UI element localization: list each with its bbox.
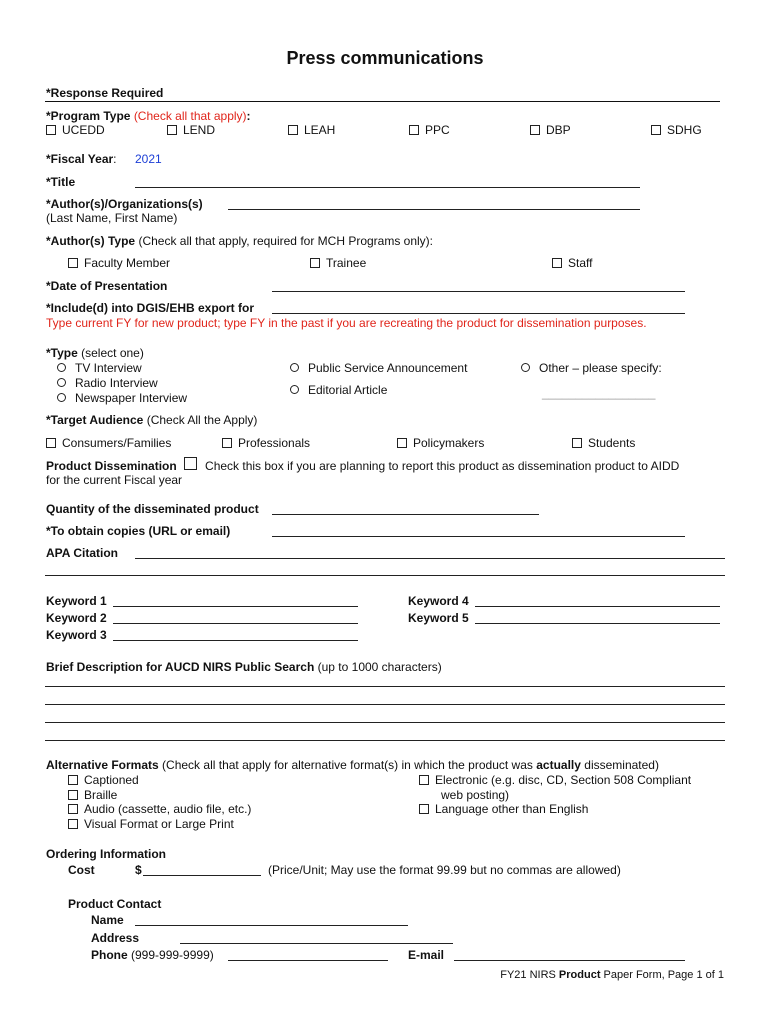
alt-formats-heading: Alternative Formats (Check all that apply for alternative format(s) in which the product was actually disseminated) <box>46 758 659 772</box>
checkbox-icon[interactable] <box>46 438 56 448</box>
brief-description-line-1[interactable] <box>45 686 725 687</box>
apa-citation-field-line-2[interactable] <box>45 575 725 576</box>
author-type-trainee[interactable]: Trainee <box>310 256 366 270</box>
checkbox-icon[interactable] <box>167 125 177 135</box>
obtain-copies-field[interactable] <box>272 536 685 537</box>
program-type-label: *Program Type <box>46 109 131 123</box>
contact-phone-label: Phone <box>91 948 128 962</box>
author-type-heading: *Author(s) Type (Check all that apply, required for MCH Programs only): <box>46 234 434 248</box>
authors-field[interactable] <box>228 209 640 210</box>
type-other-specify-field[interactable]: _________________ <box>542 386 656 400</box>
keyword-4-label: Keyword 4 <box>408 594 469 608</box>
checkbox-icon[interactable] <box>68 775 78 785</box>
brief-description-line-2[interactable] <box>45 704 725 705</box>
program-type-heading: *Program Type (Check all that apply): <box>46 109 251 123</box>
checkbox-icon[interactable] <box>68 819 78 829</box>
checkbox-icon[interactable] <box>530 125 540 135</box>
program-option-leah[interactable]: LEAH <box>288 123 335 137</box>
include-export-field[interactable] <box>272 313 685 314</box>
product-dissemination-text: Check this box if you are planning to report this product as dissemination product to AIDD <box>205 459 680 473</box>
keyword-3-label: Keyword 3 <box>46 628 107 642</box>
checkbox-icon[interactable] <box>397 438 407 448</box>
checkbox-icon[interactable] <box>651 125 661 135</box>
program-type-hint: (Check all that apply) <box>133 109 247 123</box>
type-option-psa[interactable]: Public Service Announcement <box>290 361 467 375</box>
program-option-ppc[interactable]: PPC <box>409 123 450 137</box>
authors-label: *Author(s)/Organizations(s) <box>46 197 203 211</box>
checkbox-icon[interactable] <box>68 804 78 814</box>
keyword-5-field[interactable] <box>475 623 720 624</box>
brief-description-line-3[interactable] <box>45 722 725 723</box>
product-dissemination-label: Product Dissemination <box>46 459 177 473</box>
contact-phone-field[interactable] <box>228 960 388 961</box>
alt-format-language[interactable]: Language other than English <box>419 802 588 816</box>
quantity-field[interactable] <box>272 514 539 515</box>
program-option-ucedd[interactable]: UCEDD <box>46 123 105 137</box>
apa-citation-field-line-1[interactable] <box>135 558 725 559</box>
checkbox-icon[interactable] <box>552 258 562 268</box>
brief-description-heading: Brief Description for AUCD NIRS Public Search (up to 1000 characters) <box>46 660 442 674</box>
quantity-label: Quantity of the disseminated product <box>46 502 259 516</box>
keyword-2-field[interactable] <box>113 623 358 624</box>
contact-phone-label-group <box>91 948 214 962</box>
target-audience-heading: *Target Audience (Check All the Apply) <box>46 413 258 427</box>
product-dissemination-text2: for the current Fiscal year <box>46 473 183 487</box>
program-option-sdhg[interactable]: SDHG <box>651 123 702 137</box>
contact-email-label: E-mail <box>408 948 445 962</box>
alt-format-captioned[interactable]: Captioned <box>68 773 139 787</box>
keyword-1-field[interactable] <box>113 606 358 607</box>
type-option-newspaper[interactable]: Newspaper Interview <box>57 391 187 405</box>
alt-format-electronic-cont: web posting) <box>441 788 510 802</box>
date-presentation-label: *Date of Presentation <box>46 279 168 293</box>
cost-label: Cost <box>68 863 95 877</box>
product-dissemination-row <box>46 457 679 473</box>
title-label: *Title <box>46 175 76 189</box>
product-contact-label: Product Contact <box>68 897 162 911</box>
header-rule <box>45 101 720 102</box>
page-title: Press communications <box>286 48 484 68</box>
author-type-faculty[interactable]: Faculty Member <box>68 256 170 270</box>
ordering-info-label: Ordering Information <box>46 847 166 861</box>
contact-name-label: Name <box>91 913 124 927</box>
radio-icon[interactable] <box>57 393 66 402</box>
author-type-staff[interactable]: Staff <box>552 256 592 270</box>
include-export-label: *Include(d) into DGIS/EHB export for <box>46 301 255 315</box>
checkbox-icon[interactable] <box>222 438 232 448</box>
brief-description-line-4[interactable] <box>45 740 725 741</box>
page-footer: FY21 NIRS Product Paper Form, Page 1 of 1 <box>500 969 724 981</box>
contact-email-field[interactable] <box>454 960 685 961</box>
cost-currency: $ <box>135 863 142 877</box>
checkbox-icon[interactable] <box>68 790 78 800</box>
authors-sub-label: (Last Name, First Name) <box>46 211 178 225</box>
alt-format-electronic[interactable]: Electronic (e.g. disc, CD, Section 508 Compliant <box>419 773 691 787</box>
radio-icon[interactable] <box>57 363 66 372</box>
alt-format-audio[interactable]: Audio (cassette, audio file, etc.) <box>68 802 251 816</box>
audience-consumers[interactable]: Consumers/Families <box>46 436 171 450</box>
type-option-editorial[interactable]: Editorial Article <box>290 383 387 397</box>
checkbox-icon[interactable] <box>68 258 78 268</box>
keyword-5-label: Keyword 5 <box>408 611 469 625</box>
obtain-copies-label: *To obtain copies (URL or email) <box>46 524 231 538</box>
audience-professionals[interactable]: Professionals <box>222 436 310 450</box>
radio-icon[interactable] <box>290 385 299 394</box>
type-option-radio[interactable]: Radio Interview <box>57 376 158 390</box>
contact-address-label: Address <box>91 931 140 945</box>
checkbox-icon[interactable] <box>288 125 298 135</box>
keyword-1-label: Keyword 1 <box>46 594 107 608</box>
contact-phone-hint: (999-999-9999) <box>131 948 214 962</box>
radio-icon[interactable] <box>57 378 66 387</box>
alt-format-braille[interactable]: Braille <box>68 788 117 802</box>
keyword-2-label: Keyword 2 <box>46 611 107 625</box>
audience-policymakers[interactable]: Policymakers <box>397 436 484 450</box>
alt-format-visual[interactable]: Visual Format or Large Print <box>68 817 234 831</box>
type-option-tv[interactable]: TV Interview <box>57 361 142 375</box>
date-presentation-field[interactable] <box>272 291 685 292</box>
product-dissemination-checkbox[interactable] <box>184 457 197 470</box>
checkbox-icon[interactable] <box>572 438 582 448</box>
keyword-3-field[interactable] <box>113 640 358 641</box>
checkbox-icon[interactable] <box>46 125 56 135</box>
cost-field[interactable] <box>143 875 261 876</box>
audience-students[interactable]: Students <box>572 436 635 450</box>
checkbox-icon[interactable] <box>409 125 419 135</box>
title-field[interactable] <box>135 187 640 188</box>
response-required-label: *Response Required <box>46 86 164 100</box>
contact-name-field[interactable] <box>135 925 408 926</box>
radio-icon[interactable] <box>521 363 530 372</box>
type-option-other[interactable]: Other – please specify: <box>521 361 662 375</box>
program-option-lend[interactable]: LEND <box>167 123 215 137</box>
cost-note: (Price/Unit; May use the format 99.99 but no commas are allowed) <box>268 863 621 877</box>
apa-citation-label: APA Citation <box>46 546 118 560</box>
keyword-4-field[interactable] <box>475 606 720 607</box>
program-option-dbp[interactable]: DBP <box>530 123 571 137</box>
checkbox-icon[interactable] <box>419 804 429 814</box>
radio-icon[interactable] <box>290 363 299 372</box>
checkbox-icon[interactable] <box>419 775 429 785</box>
contact-address-field[interactable] <box>180 943 453 944</box>
type-heading: *Type (select one) <box>46 346 144 360</box>
checkbox-icon[interactable] <box>310 258 320 268</box>
fiscal-year-label: *Fiscal Year: <box>46 152 117 166</box>
include-export-note: Type current FY for new product; type FY in the past if you are recreating the product for dissemination purposes. <box>46 316 647 330</box>
fiscal-year-value[interactable]: 2021 <box>135 152 162 166</box>
